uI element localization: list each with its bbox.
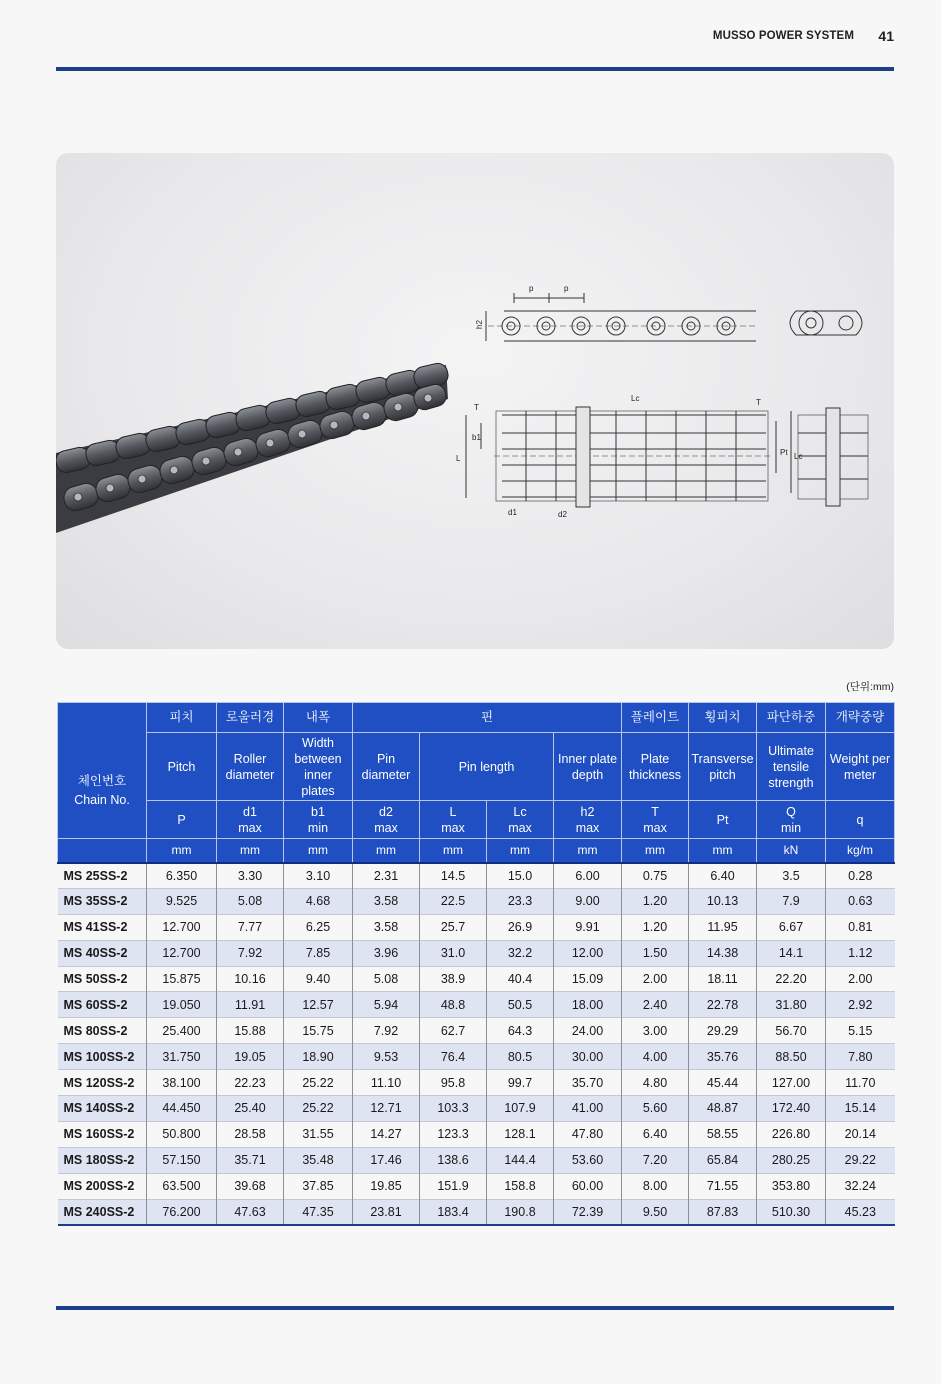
unit-q: kg/m: [826, 839, 895, 863]
col-en-plate-thickness: Plate thickness: [622, 733, 689, 801]
cell: 138.6: [420, 1147, 487, 1173]
cell: 35.71: [217, 1147, 284, 1173]
cell: 38.9: [420, 966, 487, 992]
col-ko-roller: 로울러경: [217, 703, 284, 733]
cell: 80.5: [487, 1044, 554, 1070]
cell: 8.00: [622, 1173, 689, 1199]
chain-illustration: [56, 153, 894, 649]
cell: 11.70: [826, 1070, 895, 1096]
cell: 9.40: [284, 966, 353, 992]
label-Pt: Pt: [780, 448, 788, 457]
col-en-width: Width between inner plates: [284, 733, 353, 801]
symbol-row: [58, 801, 895, 839]
brand-name: MUSSO POWER SYSTEM: [712, 30, 854, 42]
chain-no: MS 200SS-2: [58, 1173, 147, 1199]
col-en-tensile: Ultimate tensile strength: [757, 733, 826, 801]
lim-Q: min: [780, 820, 802, 835]
cell: 10.16: [217, 966, 284, 992]
technical-drawing-top: [466, 407, 868, 507]
sym-L: L: [449, 804, 457, 819]
cell: 99.7: [487, 1070, 554, 1096]
cell: 2.31: [353, 863, 420, 889]
chain-no-ko: 체인번호: [77, 773, 127, 788]
unit-d2: mm: [353, 839, 420, 863]
unit-Lc: mm: [487, 839, 554, 863]
cell: 3.58: [353, 888, 420, 914]
label-Lc-right: Lc: [794, 452, 803, 461]
cell: 64.3: [487, 1018, 554, 1044]
cell: 3.5: [757, 863, 826, 889]
cell: 19.05: [217, 1044, 284, 1070]
table-row: [58, 1096, 895, 1122]
label-h2: h2: [475, 320, 484, 329]
cell: 12.700: [147, 914, 217, 940]
cell: 158.8: [487, 1173, 554, 1199]
cell: 2.00: [826, 966, 895, 992]
sym-d1: d1: [243, 804, 257, 819]
cell: 510.30: [757, 1199, 826, 1225]
cell: 29.29: [689, 1018, 757, 1044]
chain-no: MS 60SS-2: [58, 992, 147, 1018]
label-Lc-top: Lc: [631, 394, 640, 403]
cell: 60.00: [554, 1173, 622, 1199]
cell: 31.0: [420, 940, 487, 966]
header-rule: [56, 67, 894, 71]
chain-spec-table: [57, 702, 895, 1226]
cell: 48.87: [689, 1096, 757, 1122]
cell: 15.88: [217, 1018, 284, 1044]
lim-T: max: [643, 820, 667, 835]
cell: 3.00: [622, 1018, 689, 1044]
col-en-roller: Roller diameter: [217, 733, 284, 801]
col-en-plate-depth: Inner plate depth: [554, 733, 622, 801]
cell: 7.80: [826, 1044, 895, 1070]
cell: 53.60: [554, 1147, 622, 1173]
cell: 30.00: [554, 1044, 622, 1070]
lim-b1: min: [307, 820, 329, 835]
unit-P: mm: [147, 839, 217, 863]
cell: 28.58: [217, 1121, 284, 1147]
label-p2: p: [564, 284, 569, 293]
cell: 14.27: [353, 1121, 420, 1147]
cell: 11.95: [689, 914, 757, 940]
cell: 23.81: [353, 1199, 420, 1225]
cell: 22.23: [217, 1070, 284, 1096]
cell: 3.96: [353, 940, 420, 966]
table-body: [58, 863, 895, 1225]
table-row: [58, 1147, 895, 1173]
cell: 144.4: [487, 1147, 554, 1173]
cell: 15.14: [826, 1096, 895, 1122]
sym-P: P: [177, 812, 186, 827]
lim-d1: max: [238, 820, 262, 835]
cell: 127.00: [757, 1070, 826, 1096]
col-ko-plate: 플레이트: [622, 703, 689, 733]
cell: 2.92: [826, 992, 895, 1018]
cell: 88.50: [757, 1044, 826, 1070]
cell: 3.10: [284, 863, 353, 889]
cell: 65.84: [689, 1147, 757, 1173]
cell: 35.70: [554, 1070, 622, 1096]
lim-L: max: [441, 820, 465, 835]
table-row: [58, 992, 895, 1018]
cell: 6.67: [757, 914, 826, 940]
cell: 76.4: [420, 1044, 487, 1070]
unit-note: (단위:mm): [846, 681, 894, 693]
cell: 2.40: [622, 992, 689, 1018]
sym-h2: h2: [580, 804, 595, 819]
cell: 47.63: [217, 1199, 284, 1225]
cell: 45.23: [826, 1199, 895, 1225]
cell: 12.00: [554, 940, 622, 966]
chain-no: MS 240SS-2: [58, 1199, 147, 1225]
cell: 14.38: [689, 940, 757, 966]
sym-Q: Q: [786, 804, 796, 819]
cell: 45.44: [689, 1070, 757, 1096]
cell: 44.450: [147, 1096, 217, 1122]
col-ko-tensile: 파단하중: [757, 703, 826, 733]
cell: 25.22: [284, 1096, 353, 1122]
cell: 3.58: [353, 914, 420, 940]
cell: 123.3: [420, 1121, 487, 1147]
cell: 25.40: [217, 1096, 284, 1122]
cell: 9.91: [554, 914, 622, 940]
cell: 63.500: [147, 1173, 217, 1199]
col-ko-width: 내폭: [284, 703, 353, 733]
cell: 7.20: [622, 1147, 689, 1173]
lim-h2: max: [575, 820, 600, 835]
cell: 62.7: [420, 1018, 487, 1044]
cell: 95.8: [420, 1070, 487, 1096]
cell: 1.20: [622, 888, 689, 914]
page-number: 41: [878, 28, 894, 44]
cell: 7.92: [217, 940, 284, 966]
cell: 15.75: [284, 1018, 353, 1044]
cell: 12.700: [147, 940, 217, 966]
table-row: [58, 1173, 895, 1199]
cell: 14.1: [757, 940, 826, 966]
chain-no: MS 180SS-2: [58, 1147, 147, 1173]
cell: 9.53: [353, 1044, 420, 1070]
cell: 71.55: [689, 1173, 757, 1199]
label-d1: d1: [508, 508, 517, 517]
cell: 87.83: [689, 1199, 757, 1225]
drawing-labels-side: [475, 284, 569, 329]
cell: 35.76: [689, 1044, 757, 1070]
table-row: [58, 966, 895, 992]
cell: 0.75: [622, 863, 689, 889]
cell: 41.00: [554, 1096, 622, 1122]
sym-q: q: [856, 812, 864, 827]
chain-no: MS 50SS-2: [58, 966, 147, 992]
col-en-weight: Weight per meter: [826, 733, 895, 801]
cell: 0.28: [826, 863, 895, 889]
cell: 57.150: [147, 1147, 217, 1173]
cell: 9.525: [147, 888, 217, 914]
cell: 7.77: [217, 914, 284, 940]
cell: 4.80: [622, 1070, 689, 1096]
cell: 5.94: [353, 992, 420, 1018]
label-b1: b1: [472, 433, 481, 442]
table-row: [58, 1070, 895, 1096]
cell: 25.400: [147, 1018, 217, 1044]
cell: 56.70: [757, 1018, 826, 1044]
cell: 353.80: [757, 1173, 826, 1199]
table-row: [58, 863, 895, 889]
cell: 190.8: [487, 1199, 554, 1225]
col-ko-weight: 개략중량: [826, 703, 895, 733]
col-ko-pitch: 피치: [147, 703, 217, 733]
chain-no: MS 25SS-2: [58, 863, 147, 889]
label-d2: d2: [558, 510, 567, 519]
cell: 50.800: [147, 1121, 217, 1147]
cell: 38.100: [147, 1070, 217, 1096]
cell: 0.63: [826, 888, 895, 914]
chain-no: MS 160SS-2: [58, 1121, 147, 1147]
technical-drawing-side: [486, 293, 862, 341]
unit-h2: mm: [554, 839, 622, 863]
col-en-pin-length: Pin length: [420, 733, 554, 801]
cell: 31.55: [284, 1121, 353, 1147]
cell: 22.78: [689, 992, 757, 1018]
chain-no: MS 120SS-2: [58, 1070, 147, 1096]
label-T: T: [474, 403, 479, 412]
cell: 18.00: [554, 992, 622, 1018]
cell: 1.50: [622, 940, 689, 966]
cell: 1.20: [622, 914, 689, 940]
unit-d1: mm: [217, 839, 284, 863]
sym-T: T: [651, 804, 659, 819]
unit-T: mm: [622, 839, 689, 863]
label-p1: p: [529, 284, 534, 293]
cell: 103.3: [420, 1096, 487, 1122]
cell: 7.9: [757, 888, 826, 914]
cell: 58.55: [689, 1121, 757, 1147]
cell: 151.9: [420, 1173, 487, 1199]
unit-b1: mm: [284, 839, 353, 863]
cell: 15.875: [147, 966, 217, 992]
chain-photo: [56, 361, 450, 533]
cell: 172.40: [757, 1096, 826, 1122]
cell: 25.7: [420, 914, 487, 940]
chain-no-en: Chain No.: [74, 792, 130, 807]
col-en-pin-diameter: Pin diameter: [353, 733, 420, 801]
cell: 26.9: [487, 914, 554, 940]
cell: 35.48: [284, 1147, 353, 1173]
cell: 24.00: [554, 1018, 622, 1044]
cell: 1.12: [826, 940, 895, 966]
label-T-right: T: [756, 398, 761, 407]
cell: 47.80: [554, 1121, 622, 1147]
table-row: [58, 940, 895, 966]
chain-no: MS 100SS-2: [58, 1044, 147, 1070]
col-en-pitch: Pitch: [147, 733, 217, 801]
cell: 280.25: [757, 1147, 826, 1173]
table-row: [58, 1199, 895, 1225]
col-en-transverse: Transverse pitch: [689, 733, 757, 801]
cell: 31.750: [147, 1044, 217, 1070]
page-header: [56, 28, 894, 72]
cell: 7.92: [353, 1018, 420, 1044]
cell: 40.4: [487, 966, 554, 992]
chain-no: MS 41SS-2: [58, 914, 147, 940]
cell: 17.46: [353, 1147, 420, 1173]
cell: 50.5: [487, 992, 554, 1018]
product-figure: [56, 153, 894, 649]
cell: 22.5: [420, 888, 487, 914]
unit-Pt: mm: [689, 839, 757, 863]
cell: 25.22: [284, 1070, 353, 1096]
cell: 32.2: [487, 940, 554, 966]
table-row: [58, 914, 895, 940]
table-row: [58, 888, 895, 914]
cell: 12.57: [284, 992, 353, 1018]
unit-spacer: [58, 839, 147, 863]
unit-L: mm: [420, 839, 487, 863]
cell: 5.08: [217, 888, 284, 914]
cell: 6.25: [284, 914, 353, 940]
cell: 226.80: [757, 1121, 826, 1147]
cell: 4.68: [284, 888, 353, 914]
cell: 9.00: [554, 888, 622, 914]
cell: 6.40: [689, 863, 757, 889]
chain-no: MS 140SS-2: [58, 1096, 147, 1122]
chain-no: MS 80SS-2: [58, 1018, 147, 1044]
unit-Q: kN: [757, 839, 826, 863]
sym-b1: b1: [311, 804, 325, 819]
sym-Pt: Pt: [716, 812, 729, 827]
cell: 11.10: [353, 1070, 420, 1096]
cell: 72.39: [554, 1199, 622, 1225]
cell: 19.85: [353, 1173, 420, 1199]
cell: 32.24: [826, 1173, 895, 1199]
drawing-labels-top: [456, 394, 802, 519]
lim-Lc: max: [508, 820, 532, 835]
cell: 183.4: [420, 1199, 487, 1225]
unit-row: [58, 839, 895, 863]
label-L: L: [456, 454, 461, 463]
cell: 47.35: [284, 1199, 353, 1225]
cell: 31.80: [757, 992, 826, 1018]
cell: 2.00: [622, 966, 689, 992]
cell: 15.09: [554, 966, 622, 992]
table-row: [58, 1044, 895, 1070]
cell: 76.200: [147, 1199, 217, 1225]
chain-no-header: [58, 703, 147, 839]
cell: 11.91: [217, 992, 284, 1018]
chain-no: MS 40SS-2: [58, 940, 147, 966]
cell: 0.81: [826, 914, 895, 940]
cell: 29.22: [826, 1147, 895, 1173]
cell: 107.9: [487, 1096, 554, 1122]
cell: 5.08: [353, 966, 420, 992]
sym-d2: d2: [379, 804, 393, 819]
cell: 18.11: [689, 966, 757, 992]
cell: 9.50: [622, 1199, 689, 1225]
cell: 128.1: [487, 1121, 554, 1147]
cell: 4.00: [622, 1044, 689, 1070]
cell: 12.71: [353, 1096, 420, 1122]
cell: 6.40: [622, 1121, 689, 1147]
cell: 48.8: [420, 992, 487, 1018]
cell: 15.0: [487, 863, 554, 889]
cell: 5.60: [622, 1096, 689, 1122]
cell: 18.90: [284, 1044, 353, 1070]
cell: 10.13: [689, 888, 757, 914]
cell: 22.20: [757, 966, 826, 992]
cell: 3.30: [217, 863, 284, 889]
cell: 23.3: [487, 888, 554, 914]
cell: 6.350: [147, 863, 217, 889]
lim-d2: max: [374, 820, 398, 835]
col-ko-transverse: 횡피치: [689, 703, 757, 733]
cell: 39.68: [217, 1173, 284, 1199]
cell: 20.14: [826, 1121, 895, 1147]
table-row: [58, 1121, 895, 1147]
cell: 14.5: [420, 863, 487, 889]
chain-no: MS 35SS-2: [58, 888, 147, 914]
footer-rule: [56, 1306, 894, 1310]
sym-Lc: Lc: [513, 804, 527, 819]
cell: 6.00: [554, 863, 622, 889]
cell: 19.050: [147, 992, 217, 1018]
cell: 7.85: [284, 940, 353, 966]
table-row: [58, 1018, 895, 1044]
cell: 37.85: [284, 1173, 353, 1199]
col-ko-pin: 핀: [353, 703, 622, 733]
cell: 5.15: [826, 1018, 895, 1044]
